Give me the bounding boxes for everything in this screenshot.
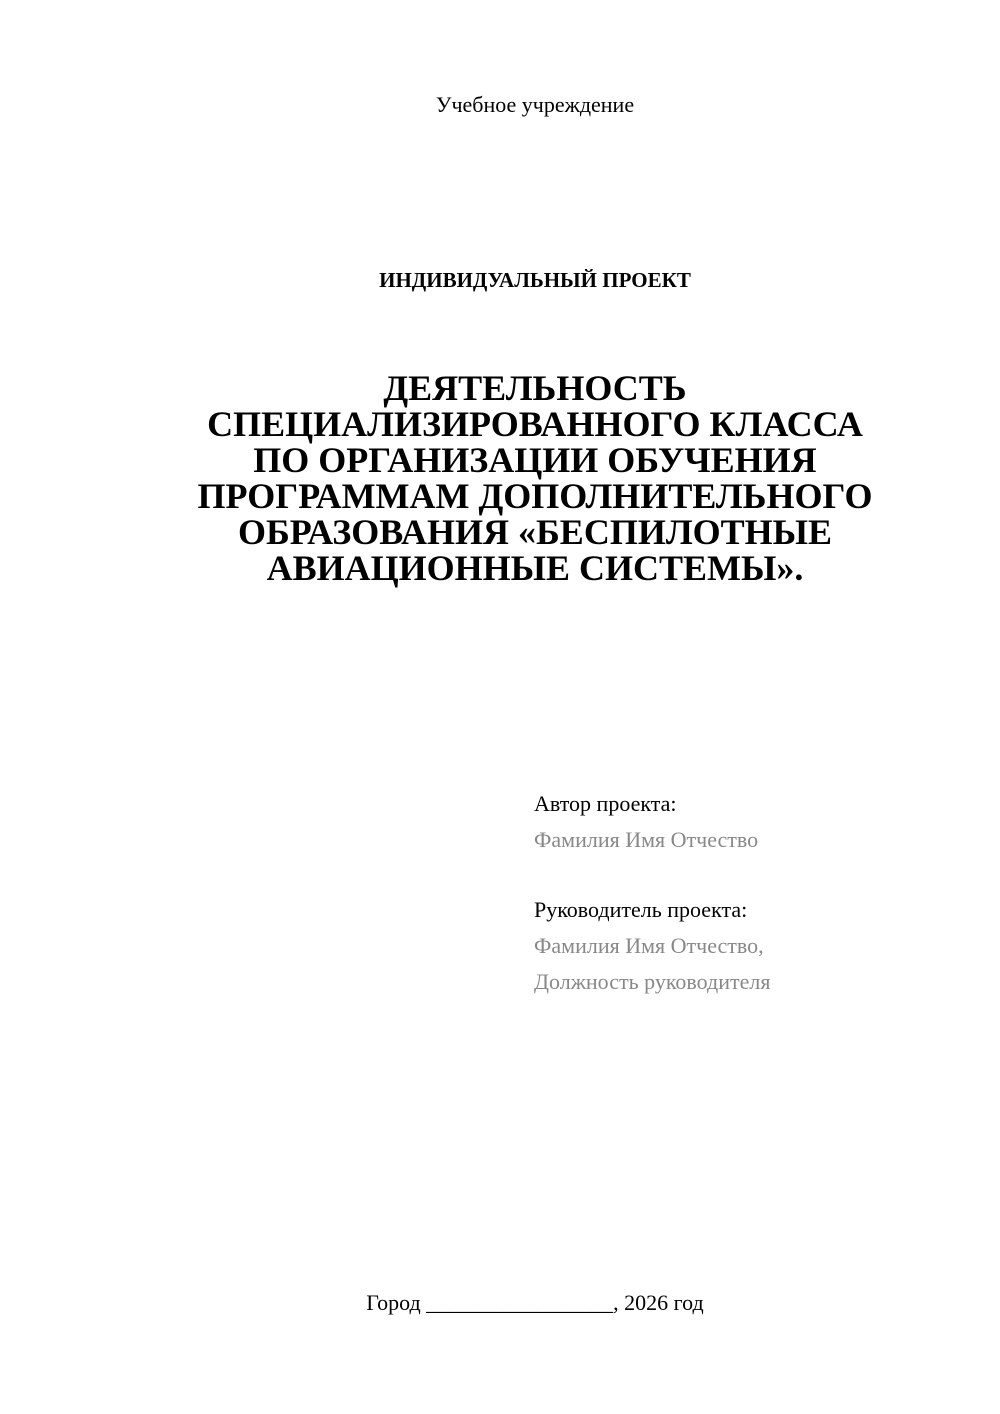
- supervisor-name: Фамилия Имя Отчество,: [534, 933, 764, 958]
- author-name: Фамилия Имя Отчество: [534, 827, 759, 852]
- project-title-line: ПРОГРАММАМ ДОПОЛНИТЕЛЬНОГО: [197, 476, 873, 516]
- project-title-line: СПЕЦИАЛИЗИРОВАННОГО КЛАССА: [207, 404, 863, 444]
- author-label: Автор проекта:: [534, 791, 677, 816]
- supervisor-label: Руководитель проекта:: [534, 897, 748, 922]
- project-title: [100, 370, 970, 586]
- project-title-line: ДЕЯТЕЛЬНОСТЬ: [383, 368, 687, 408]
- supervisor-position: Должность руководителя: [534, 969, 771, 994]
- project-title-line: АВИАЦИОННЫЕ СИСТЕМЫ».: [266, 548, 804, 588]
- project-title-line: ПО ОРГАНИЗАЦИИ ОБУЧЕНИЯ: [253, 440, 817, 480]
- institution-name: Учебное учреждение: [435, 92, 635, 117]
- project-title-line: ОБРАЗОВАНИЯ «БЕСПИЛОТНЫЕ: [237, 512, 833, 552]
- supervisor-block: [534, 892, 964, 1000]
- author-block: [534, 786, 964, 858]
- project-type-heading: ИНДИВИДУАЛЬНЫЙ ПРОЕКТ: [379, 268, 691, 292]
- city-year-line: Город _________________, 2026 год: [366, 1290, 704, 1315]
